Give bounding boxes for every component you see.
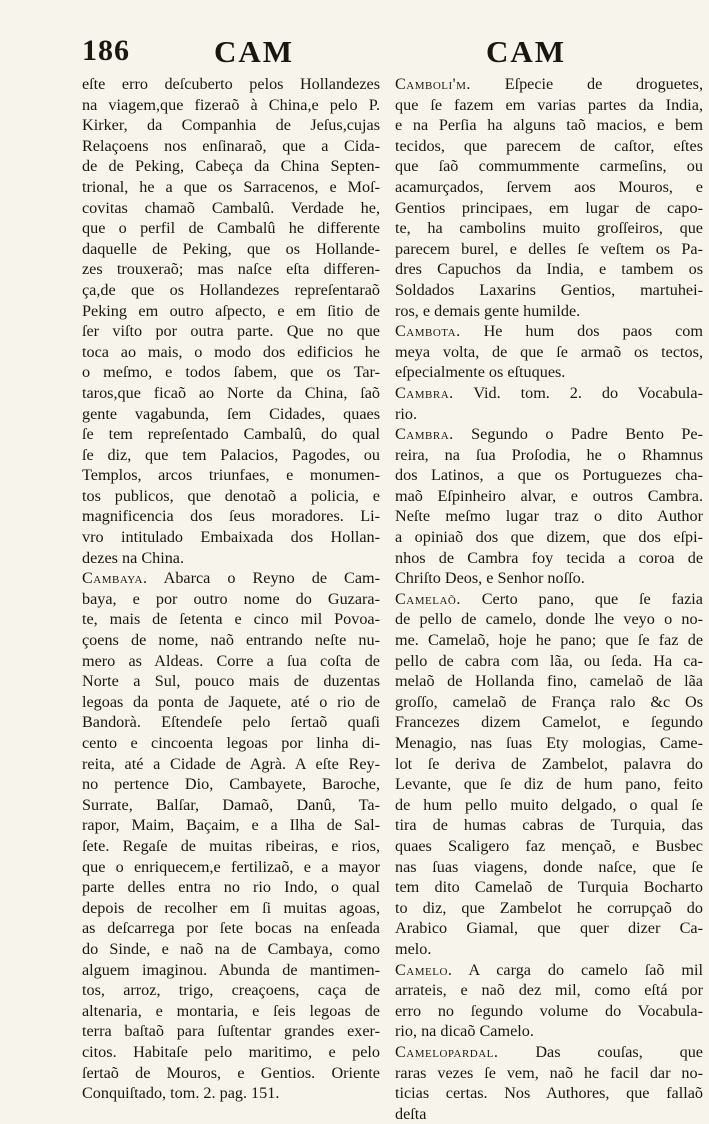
text-line: de de Peking, Cabeça da China Septen- [82, 157, 380, 176]
text-line: Camboli'm. Eſpecie de droguetes, [395, 75, 703, 93]
text-line: no pertence Dio, Cambayete, Baroche, [82, 775, 380, 794]
text-line: depois de recolher em ſi muitas agoas, [82, 898, 380, 917]
text-line: reira, na ſua Proſodia, he o Rhamnus [395, 445, 703, 464]
running-head-left: CAM [214, 34, 295, 69]
text-line: Neſte meſmo lugar traz o dito Author [395, 507, 703, 526]
text-line: Kirker, da Companhia de Jeſus,cujas [82, 116, 380, 135]
running-head-right: CAM [486, 34, 567, 69]
text-line: nas ſuas viagens, donde naſce, que ſe [395, 857, 703, 876]
text-line: rio, na dicaõ Camelo. [395, 1022, 534, 1041]
text-line: dos Latinos, a que os Portuguezes cha- [395, 466, 703, 485]
text-line: ça,de que os Hollandezes repreſentaraõ [82, 280, 380, 299]
text-line: daquelle de Peking, que os Hollandе- [82, 239, 380, 258]
text-line: Soldados Laxarins Gentios, martuhei- [395, 280, 703, 299]
text-line: ſer viſto por outra parte. Que no que [82, 322, 380, 341]
text-line: ros, e demais gente humilde. [395, 301, 581, 320]
text-line: ticias certas. Nos Authores, que fallaõ [395, 1084, 703, 1103]
entry-headword: Camelaõ. [395, 589, 461, 608]
text-line: erro no ſegundo volume do Vocabula- [395, 1001, 703, 1020]
text-line: do Sinde, e naõ na de Cambaya, como [82, 939, 380, 958]
text-line: Camelopardal. Das couſas, que [395, 1042, 703, 1061]
text-line: tos, arroz, trigo, creaçoens, caça de [82, 981, 380, 1000]
text-line: me. Camelaõ, hoje he pano; que ſe faz de [395, 631, 703, 650]
text-line: magnificencia dos ſeus moradores. Li- [82, 507, 380, 526]
text-line: to diz, que Zambelot he corrupçaõ do [395, 898, 703, 917]
entry-headword: Camelo. [395, 960, 453, 979]
text-line: ſertaõ de Mouros, e Gentios. Oriente [82, 1063, 380, 1082]
text-line: pello de cabra com lãa, ou ſeda. Ha ca- [395, 651, 703, 670]
text-line: gente vagabunda, ſem Cidades, quaes [82, 404, 380, 423]
text-line: Bandorà. Eſtendeſe pelo ſertaõ quaſi [82, 713, 380, 732]
page-number: 186 [82, 34, 130, 67]
text-line: vro intitulado Embaixada dos Hollan- [82, 528, 380, 547]
left-column-text [82, 74, 380, 1104]
text-line: eſpecialmente os eſtuques. [395, 363, 566, 382]
entry-headword: Cambaya. [82, 569, 148, 588]
text-line: parecem burel, e delles ſe veſtem os Pa- [395, 239, 703, 258]
entry-headword: Camelopardal. [395, 1042, 499, 1061]
text-line: Relaçoens nos enſinaraõ, que a Cida- [82, 136, 380, 155]
text-line: Gentios principaes, em lugar de capo- [395, 198, 703, 217]
entry-headword: Cambra. [395, 425, 454, 444]
entry-headword: Camboli'm. [395, 75, 471, 93]
text-line: Norte a Sul, pouco mais de duzentas [82, 672, 380, 691]
text-line: rio. [395, 404, 418, 423]
text-line: Chriſto Deos, e Senhor noſſo. [395, 569, 585, 588]
text-line: Cambaya. Abarca o Reyno de Cam- [82, 569, 380, 588]
text-line: as deſcarrega por ſete bocas na enſeada [82, 919, 380, 938]
text-line: Cambra. Segundo o Padre Bento Pe- [395, 425, 703, 444]
text-line: groſſo, camelaõ de França ralo &c Os [395, 692, 703, 711]
text-line: tira de humas cabras de Turquia, das [395, 816, 703, 835]
text-line: alguem imaginou. Abunda de mantimen- [82, 960, 380, 979]
text-line: zes trouxeraõ; mas naſce eſta differen- [82, 260, 380, 279]
text-line: tos publicos, que denotaõ a policia, e [82, 486, 380, 505]
text-line: taros,que ficaõ ao Norte da China, ſaõ [82, 383, 380, 402]
text-line: tem dito Camelaõ de Turquia Bocharto [395, 878, 703, 897]
text-line: que ſaõ commummente carmeſins, ou [395, 157, 703, 176]
text-line: nhos de Cambra foy tecida a coroa de [395, 548, 703, 567]
entry-headword: Cambota. [395, 322, 461, 341]
text-line: Templos, arcos triunfaes, e monumen- [82, 466, 380, 485]
text-line: que o enriquecem,e fertilizaõ, e a mayor [82, 857, 380, 876]
text-line: altenaria, e montaria, e ſeis legoas de [82, 1001, 380, 1020]
text-line: parte delles entra no rio Indo, o qual [82, 878, 380, 897]
text-line: tecidos, que parecem de caſtor, eſtes [395, 136, 703, 155]
text-line: eſte erro deſcuberto pelos Hollandezes [82, 75, 380, 93]
text-line: de pello de camelo, donde lhe veyo o no- [395, 610, 703, 629]
text-line: citos. Habitaſe pelo maritimo, e pelo [82, 1042, 380, 1061]
text-line: melo. [395, 939, 432, 958]
text-line: de hum pello muito delgado, o qual ſe [395, 795, 703, 814]
text-line: rapor, Maim, Baçaim, e a Ilha de Sal- [82, 816, 380, 835]
text-line: te, ha cambolins muito groſſeiros, que [395, 219, 703, 238]
text-line: dres Capuchos da India, e tambem os [395, 260, 703, 279]
text-line: ſe diz, que tem Palacios, Pagodes, ou [82, 445, 380, 464]
entry-headword: Cambra. [395, 383, 454, 402]
text-line: legoas da ponta de Jaquete, até o rio de [82, 692, 380, 711]
text-line: Arabico Giamal, que quer dizer Ca- [395, 919, 703, 938]
text-line: e na Perſia ha alguns taõ macios, e bem [395, 116, 703, 135]
text-line: a opiniaõ dos que dizem, que dos eſpi- [395, 528, 703, 547]
text-line: reita, até a Cidade de Agrà. A eſte Rey- [82, 754, 380, 773]
text-line: mero as Aldeas. Corre a ſua coſta de [82, 651, 380, 670]
text-line: ſete. Regaſe de muitas ribeiras, e rios, [82, 836, 380, 855]
text-line: dezes na China. [82, 548, 185, 567]
text-line: terra baſtaõ para ſuſtentar grandes exer- [82, 1022, 380, 1041]
text-line: meya volta, de que ſe armaõ os tectos, [395, 342, 703, 361]
text-line: na viagem,que fizeraõ à China,e pelo P. [82, 95, 380, 114]
right-column-text [395, 74, 703, 1124]
text-line: covitas chamaõ Cambalû. Verdade he, [82, 198, 380, 217]
text-line: toca ao mais, o modo dos edificios he [82, 342, 380, 361]
text-line: raras vezes ſe vem, naõ he facil dar no- [395, 1063, 703, 1082]
text-line: que ſe fazem em varias partes da India, [395, 95, 703, 114]
text-line: Menagio, nas ſuas Ety mologias, Came- [395, 734, 703, 752]
text-line: Camelo. A carga do camelo ſaõ mil [395, 960, 703, 979]
text-line: Cambota. He hum dos paos com [395, 322, 703, 341]
text-line: cento e cincoenta legoas por linha di- [82, 734, 380, 752]
text-line: que o perfil de Cambalû he differente [82, 219, 380, 238]
text-line: çoens de nome, naõ entrando neſte nu- [82, 631, 380, 650]
text-line: Francezes dizem Camelot, e ſegundo [395, 713, 703, 732]
text-line: ſe tem repreſentado Cambalû, do qual [82, 425, 380, 444]
text-line: Camelaõ. Certo pano, que ſe fazia [395, 589, 703, 608]
text-line: Surrate, Balſar, Damaõ, Danû, Ta- [82, 795, 380, 814]
text-line: baya, e por outro nome do Guzara- [82, 589, 380, 608]
text-line: lot ſe deriva de Zambelot, palavra do [395, 754, 703, 773]
text-line: deſta [395, 1104, 427, 1123]
text-line: Cambra. Vid. tom. 2. do Vocabula- [395, 383, 703, 402]
text-line: arrateis, e naõ dez mil, como eſtá por [395, 981, 703, 1000]
text-line: quaes Scaligero faz mençaõ, e Busbec [395, 836, 703, 855]
text-line: te, mais de ſetenta e cinco mil Povoa- [82, 610, 380, 629]
text-line: Levante, que ſe diz de hum pano, feito [395, 775, 703, 794]
text-line: o meſmo, e todos ſabem, que os Tar- [82, 363, 380, 382]
text-line: melaõ de Hollanda fino, camelaõ de lãa [395, 672, 703, 691]
text-line: trional, he a que os Sarracenos, e Moſ- [82, 177, 380, 196]
text-line: acamurçados, ſervem aos Mouros, e [395, 177, 703, 196]
text-line: maõ Eſpinheiro alvar, e outros Cambra. [395, 486, 703, 505]
text-line: Peking em outro aſpecto, e em ſitio de [82, 301, 380, 320]
text-line: Conquiſtado, tom. 2. pag. 151. [82, 1084, 280, 1103]
